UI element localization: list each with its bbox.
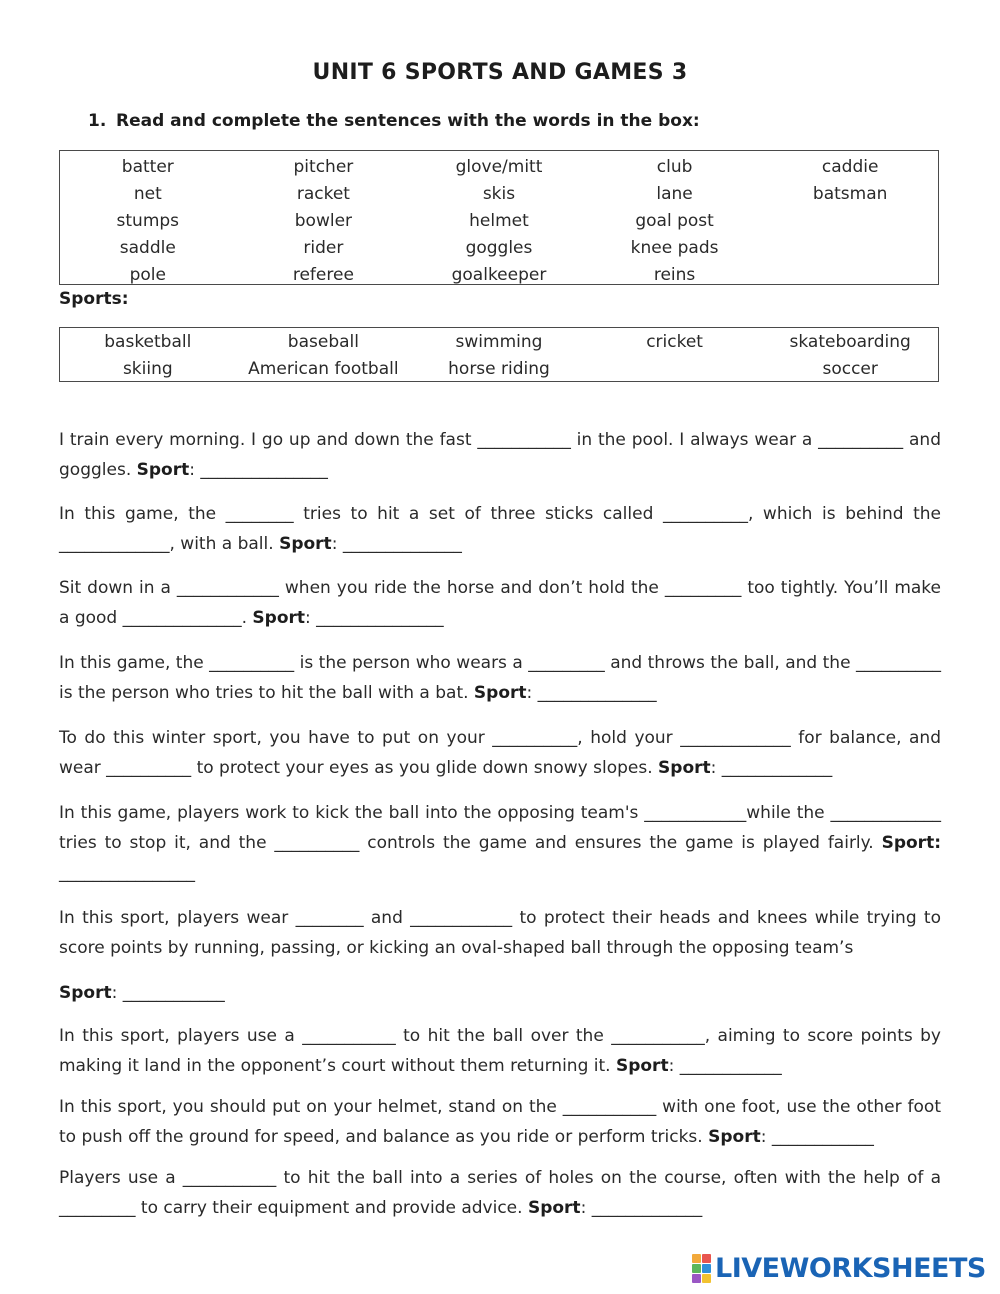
word-box [59,150,939,285]
exercise-sentence [59,978,941,1008]
word-cell: caddie [821,157,879,178]
sport-cell: cricket [646,332,703,353]
word-cell: racket [296,184,350,205]
word-cell: bowler [294,210,353,231]
sport-label: Sport: [881,833,941,853]
sport-cell: swimming [455,332,543,353]
sentence-text: In this sport, players wear ________ and ____________ to protect their heads and knees while trying to score points by running, passing, or kicking an oval-shaped ball through the opposing team’s [59,908,941,958]
sport-label: Sport [658,758,711,778]
sport-cell: soccer [822,359,878,380]
exercise-sentence [59,425,941,485]
sentence-text: In this game, the __________ is the person who wears a _________ and throws the ball, and the __________ is the person who tries to hit the ball with a bat. [59,653,941,703]
sentence-text: In this game, the ________ tries to hit a set of three sticks called __________, which is behind the _____________, with a ball. [59,504,941,554]
exercise-sentence [59,648,941,708]
sport-answer-blank[interactable]: : ____________ [111,983,225,1003]
instruction-text: Read and complete the sentences with the words in the box: [116,111,700,131]
logo-tile [702,1254,711,1263]
sport-answer-blank[interactable]: : ____________ [760,1127,874,1147]
sentence-text: To do this winter sport, you have to put on your __________, hold your _____________ for balance, and wear __________ to protect your eyes as you glide down snowy slopes. [59,728,941,778]
word-row [60,261,938,288]
sport-cell: skateboarding [789,332,911,353]
word-cell: stumps [116,210,180,231]
sport-answer-blank[interactable]: : _____________ [710,758,833,778]
word-cell: goalkeeper [451,264,547,285]
sports-row [60,356,938,383]
word-row [60,208,938,235]
sport-label: Sport [59,983,112,1003]
word-cell: pole [129,264,166,285]
word-cell: net [133,184,162,205]
sport-label: Sport [279,534,332,554]
sentence-text: In this sport, you should put on your helmet, stand on the ___________ with one foot, use the other foot to push off the ground for speed, and balance as you ride or perform tricks. [59,1097,941,1147]
sport-answer-blank[interactable]: ________________ [59,863,195,883]
sentence-text: I train every morning. I go up and down the fast ___________ in the pool. I always wear a __________ and goggles. [59,430,941,480]
sports-row [60,329,938,356]
sports-label: Sports: [59,289,129,309]
sport-answer-blank[interactable]: : _______________ [189,460,328,480]
word-cell: rider [303,237,344,258]
word-cell: helmet [469,210,529,231]
sport-answer-blank[interactable]: : _______________ [305,608,444,628]
exercise-sentence [59,903,941,963]
sport-answer-blank[interactable]: : _____________ [580,1198,703,1218]
word-cell: reins [653,264,696,285]
logo-tile [692,1264,701,1273]
exercise-sentence [59,1163,941,1223]
sport-label: Sport [708,1127,761,1147]
word-cell: club [656,157,693,178]
page-title: UNIT 6 SPORTS AND GAMES 3 [312,60,688,85]
instruction-number: 1. [88,111,107,131]
word-cell: batter [121,157,174,178]
sport-cell: American football [248,359,399,380]
word-cell: batsman [812,184,888,205]
sport-label: Sport [615,1056,669,1076]
sport-cell: skiing [122,359,173,380]
word-cell: referee [292,264,354,285]
exercise-sentence [59,1021,941,1081]
word-cell: goal post [635,210,714,231]
word-cell: skis [482,184,516,205]
logo-tile [692,1274,701,1283]
logo-tile [692,1254,701,1263]
sport-cell: basketball [104,332,192,353]
sentence-text: In this sport, players use a ___________ to hit the ball over the ___________, aiming to score points by making it land in the opponent’s court without them returning it. [59,1026,941,1076]
sport-label: Sport [252,608,306,628]
sentence-text: In this game, players work to kick the ball into the opposing team's ____________while the _____________ tries to stop it, and the __________ controls the game and ensures the game is played fairly. [59,803,941,853]
exercise-sentence [59,798,941,888]
sentence-text: Players use a ___________ to hit the ball into a series of holes on the course, often with the help of a _________ to carry their equipment and provide advice. [59,1168,941,1218]
logo-text: LIVEWORKSHEETS [715,1252,986,1284]
word-cell: pitcher [293,157,354,178]
sport-answer-blank[interactable]: : ______________ [331,534,462,554]
exercise-sentence [59,723,941,783]
logo-mark-icon [692,1254,711,1283]
exercise-instruction [88,111,700,131]
exercise-sentence [59,499,941,559]
sport-cell: baseball [287,332,359,353]
sports-box [59,327,939,382]
sport-label: Sport [527,1198,581,1218]
sport-label: Sport [473,683,527,703]
word-row [60,181,938,208]
exercise-sentence [59,573,941,633]
logo-tile [702,1264,711,1273]
word-row [60,234,938,261]
sport-label: Sport [136,460,190,480]
sport-answer-blank[interactable]: : ______________ [526,683,657,703]
word-cell: knee pads [630,237,719,258]
word-cell: goggles [465,237,533,258]
word-cell: saddle [119,237,176,258]
word-cell: glove/mitt [455,157,543,178]
word-cell: lane [656,184,693,205]
logo-tile [702,1274,711,1283]
exercise-sentence [59,1092,941,1152]
word-row [60,154,938,181]
sentence-text: Sit down in a ____________ when you ride the horse and don’t hold the _________ too tightly. You’ll make a good ______________. [59,578,941,628]
sport-cell: horse riding [448,359,550,380]
sport-answer-blank[interactable]: : ____________ [668,1056,782,1076]
liveworksheets-logo [692,1251,986,1285]
